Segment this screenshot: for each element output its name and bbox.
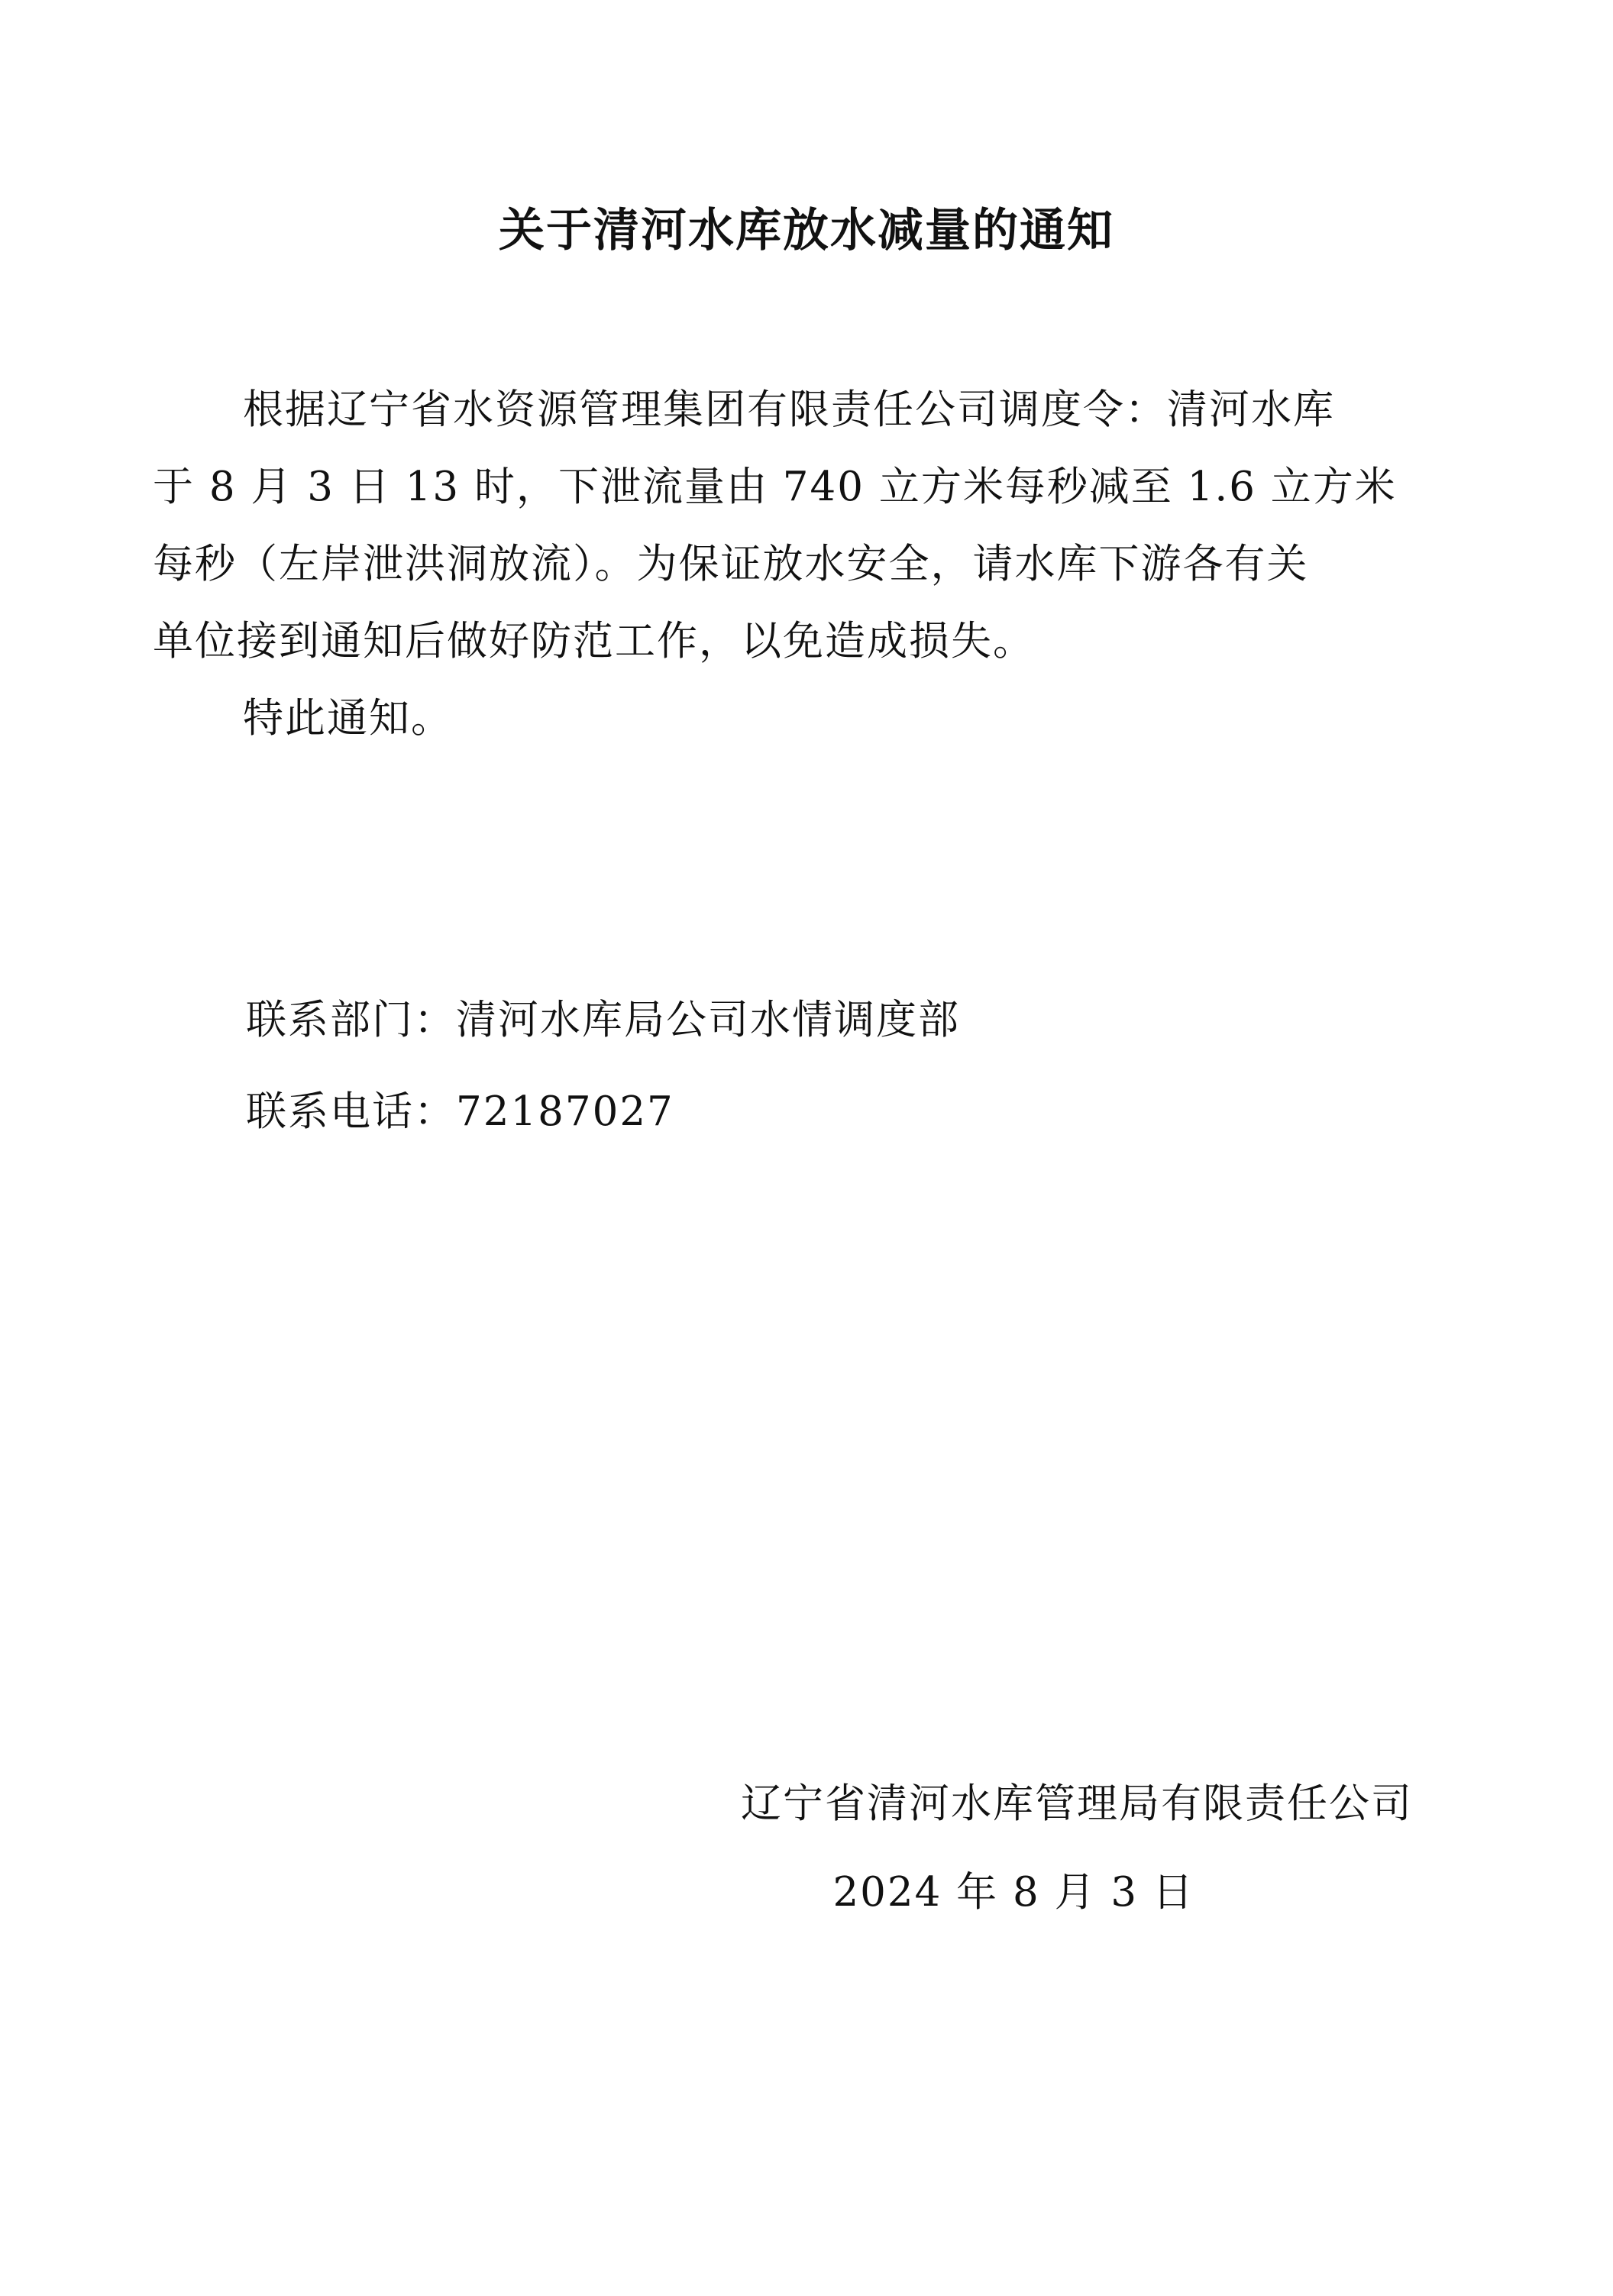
body-line-2: 于 8 月 3 日 13 时，下泄流量由 740 立方米每秒减至 1.6 立方米 [153, 464, 1397, 510]
document-body [153, 371, 1413, 757]
signature-organization: 辽宁省清河水库管理局有限责任公司 [741, 1780, 1413, 1827]
body-line-1: 根据辽宁省水资源管理集团有限责任公司调度令：清河水库 [243, 386, 1335, 433]
signature-date: 2024 年 8 月 3 日 [832, 1869, 1194, 1916]
body-line-3: 每秒（左岸泄洪洞放流）。为保证放水安全，请水库下游各有关 [153, 541, 1309, 587]
contact-phone: 联系电话：72187027 [246, 1088, 674, 1135]
body-line-4: 单位接到通知后做好防范工作，以免造成损失。 [153, 618, 1035, 665]
document-title: 关于清河水库放水减量的通知 [499, 204, 1114, 257]
contact-department: 联系部门：清河水库局公司水情调度部 [246, 997, 960, 1043]
closing-line: 特此通知。 [243, 695, 453, 742]
